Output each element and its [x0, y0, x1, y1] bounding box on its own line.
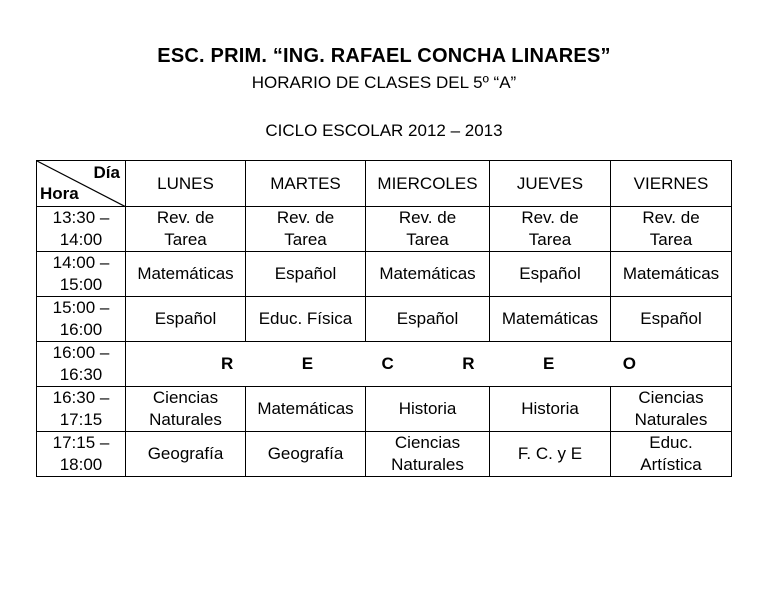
subject-line: Tarea [406, 230, 449, 249]
subject-line: Ciencias [394, 433, 461, 452]
table-header-row [37, 161, 732, 207]
day-header-thursday: JUEVES [490, 161, 611, 207]
subject-line: Matemáticas [257, 399, 354, 418]
corner-cell [37, 161, 126, 207]
subject-cell-wednesday [366, 207, 490, 252]
hour-line: 13:30 – [52, 208, 110, 227]
subject-cell-monday [126, 432, 246, 477]
recess-letter: O [622, 354, 636, 373]
schedule-title: HORARIO DE CLASES DEL 5º “A” [251, 73, 517, 92]
hour-cell [37, 342, 126, 387]
table-row [37, 432, 732, 477]
hour-line: 15:00 [59, 275, 103, 294]
class-schedule-table [36, 160, 732, 477]
subject-line: Rev. de [276, 208, 335, 227]
hour-line: 16:00 – [52, 343, 110, 362]
recess-letter: R [462, 354, 475, 373]
subject-cell-monday [126, 387, 246, 432]
subject-line: Ciencias [152, 388, 219, 407]
table-row [37, 252, 732, 297]
subject-line: Educ. [649, 433, 693, 452]
subject-cell-friday [611, 387, 732, 432]
subject-cell-monday [126, 297, 246, 342]
recess-cell [126, 342, 732, 387]
subject-line: Matemáticas [622, 264, 720, 283]
subject-line: Naturales [634, 410, 708, 429]
subject-cell-wednesday [366, 297, 490, 342]
hour-line: 16:00 [59, 320, 103, 339]
hour-cell [37, 432, 126, 477]
subject-line: Naturales [149, 410, 222, 429]
table-row [37, 207, 732, 252]
subject-line: Historia [521, 399, 579, 418]
subject-line: Matemáticas [379, 264, 476, 283]
table-row [37, 297, 732, 342]
subject-line: Rev. de [156, 208, 215, 227]
day-header-wednesday: MIERCOLES [366, 161, 490, 207]
subject-line: Rev. de [398, 208, 457, 227]
subject-cell-wednesday [366, 387, 490, 432]
subject-line: Geografía [147, 444, 224, 463]
subject-line: Historia [398, 399, 457, 418]
hour-cell [37, 387, 126, 432]
subject-line: F. C. y E [517, 444, 583, 463]
recess-letter: E [542, 354, 555, 373]
subject-line: Matemáticas [137, 264, 234, 283]
hour-line: 16:30 – [52, 388, 110, 407]
hour-cell [37, 207, 126, 252]
subject-cell-wednesday [366, 252, 490, 297]
subject-cell-thursday [490, 297, 611, 342]
recess-letter: C [381, 354, 394, 373]
subject-line: Tarea [528, 230, 572, 249]
recess-letter: E [301, 354, 314, 373]
subject-cell-thursday [490, 207, 611, 252]
subject-line: Tarea [164, 230, 207, 249]
subject-cell-wednesday [366, 432, 490, 477]
subject-line: Español [640, 309, 702, 328]
subject-line: Educ. Física [258, 309, 353, 328]
subject-cell-tuesday [246, 297, 366, 342]
subject-line: Matemáticas [501, 309, 599, 328]
day-header-friday: VIERNES [611, 161, 732, 207]
subject-cell-friday [611, 252, 732, 297]
corner-hour-label: Hora [40, 184, 79, 203]
subject-line: Tarea [284, 230, 327, 249]
subject-line: Español [519, 264, 581, 283]
subject-cell-tuesday [246, 252, 366, 297]
hour-line: 16:30 [59, 365, 103, 384]
subject-line: Español [274, 264, 337, 283]
subject-line: Geografía [267, 444, 344, 463]
day-header-tuesday: MARTES [246, 161, 366, 207]
school-name: ESC. PRIM. “ING. RAFAEL CONCHA LINARES” [157, 45, 611, 67]
day-header-monday: LUNES [126, 161, 246, 207]
subject-line: Ciencias [638, 388, 704, 407]
hour-line: 15:00 – [52, 298, 110, 317]
school-cycle: CICLO ESCOLAR 2012 – 2013 [265, 121, 503, 140]
subject-cell-thursday [490, 252, 611, 297]
subject-cell-thursday [490, 387, 611, 432]
subject-cell-monday [126, 207, 246, 252]
subject-cell-friday [611, 297, 732, 342]
subject-line: Español [154, 309, 217, 328]
subject-cell-monday [126, 252, 246, 297]
hour-line: 14:00 – [52, 253, 110, 272]
subject-cell-tuesday [246, 207, 366, 252]
subject-line: Naturales [391, 455, 464, 474]
recess-label [126, 353, 731, 375]
hour-line: 14:00 [59, 230, 103, 249]
subject-cell-thursday [490, 432, 611, 477]
recess-letter: R [221, 354, 234, 373]
recess-row [37, 342, 732, 387]
subject-line: Artística [640, 455, 702, 474]
subject-line: Tarea [649, 230, 693, 249]
hour-line: 18:00 [59, 455, 103, 474]
hour-line: 17:15 – [52, 433, 110, 452]
schedule-body [37, 207, 732, 477]
subject-line: Rev. de [521, 208, 579, 227]
hour-line: 17:15 [59, 410, 103, 429]
hour-cell [37, 252, 126, 297]
subject-cell-tuesday [246, 432, 366, 477]
hour-cell [37, 297, 126, 342]
subject-line: Español [396, 309, 459, 328]
subject-cell-friday [611, 432, 732, 477]
subject-cell-tuesday [246, 387, 366, 432]
subject-line: Rev. de [642, 208, 700, 227]
corner-day-label: Día [93, 163, 120, 182]
table-row [37, 387, 732, 432]
subject-cell-friday [611, 207, 732, 252]
